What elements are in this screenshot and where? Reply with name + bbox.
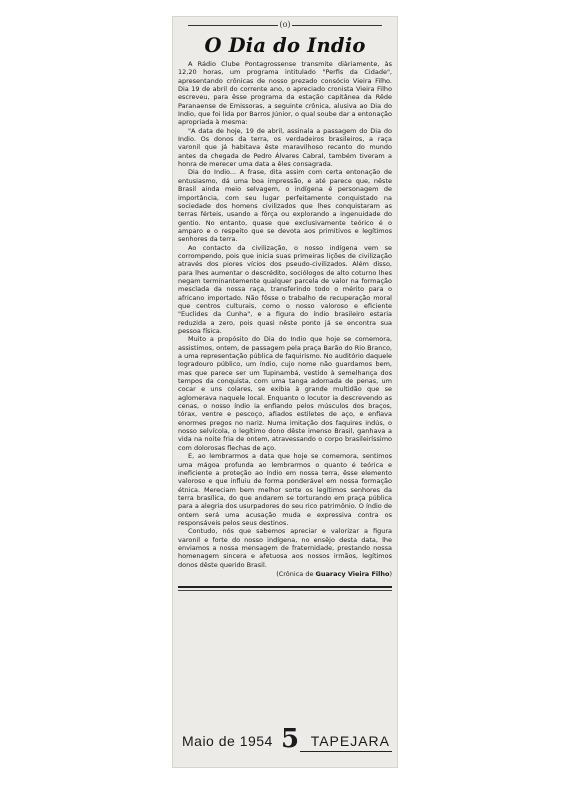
footer-divider-thin [178, 590, 392, 591]
credit-prefix: (Crônica de [276, 569, 316, 578]
article-body [178, 60, 392, 569]
article-paragraph: Ao contacto da civilização, o nosso indígena vem se corrompendo, pois que inicia suas primeiras lições de civilização através dos piores vícios dos pseudo-civilizados. Além disso, para lhes aumentar o descrédito, sociólogos de alto coturno lhes negam terminantemente qualquer parcela de valor na formação mesclada da nossa raça, transferindo todo o mérito para o africano importado. Não fôsse o trabalho de recuperação moral que centros culturais, como o nosso valoroso e eficiente "Euclides da Cunha", e a figura do índio brasileiro estaria reduzida a zero, pois quasi nêste ponto já se encontra sua pessoa física. [178, 243, 392, 335]
article-paragraph: E, ao lembrarmos a data que hoje se comemora, sentimos uma mágoa profunda ao lembrarmos o quanto é teórica e ineficiente a proteção ao índio em nossa terra, êsse elemento valoroso e que influiu de forma ponderável em nossa formação étnica. Mereciam bem melhor sorte os legítimos senhores da terra brasílica, do que andarem se torturando em praça pública para a alegria dos usurpadores do seu rico patrimônio. O índio de ontem será uma acusação muda e expressiva contra os responsáveis pelos seus destinos. [178, 452, 392, 527]
article-paragraph: "A data de hoje, 19 de abril, assinala a passagem do Dia do Indio. Os donos da terra, os verdadeiros brasileiros, a raça varonil que já habitava êste maravilhoso recanto do mundo antes da chegada de Pedro Álvares Cabral, também tiveram a honra de merecer uma data a êles consagrada. [178, 126, 392, 169]
issue-date: Maio de 1954 [182, 733, 273, 749]
page-number: 5 [281, 724, 300, 754]
footer-divider-thick [178, 586, 392, 588]
newspaper-page [172, 16, 398, 768]
credit-suffix: ) [389, 569, 392, 578]
credit-author: Guaracy Vieira Filho [315, 569, 390, 578]
top-ornament [178, 18, 392, 32]
magazine-name: TAPEJARA [310, 733, 390, 749]
magazine-underline [300, 751, 392, 752]
ornament-mark: (o) [279, 20, 291, 29]
article-paragraph: Dia do Indio... A frase, dita assim com certa entonação de entusiasmo, dá uma boa impressão, e até parece que, nêste Brasil ainda meio selvagem, o indígena é personagem de importância, com seu lugar perfeitamente conquistado na sociedade dos homens civilizados que lhes conquistaram as terras férteis, usando a fôrça ou explorando a ingenuidade do gentio. No entanto, quase que exclusivamente teórico é o amparo e o respeito que se devota aos primitivos e legítimos senhores da terra. [178, 168, 392, 244]
ornament-line-right [292, 25, 382, 26]
page-footer [178, 723, 392, 753]
article-headline: O Dia do Indio [204, 34, 366, 57]
article-paragraph: Muito a propósito do Dia do Indio que hoje se comemora, assistimos, ontem, de passagem pela praça Barão do Rio Branco, a uma representação pública de faquirismo. No auditório daquele logradouro público, um índio, cujo nome não guardamos bem, mas que parece ser um Tupinambá, vestido à semelhança dos tempos da conquista, com uma tanga adornada de penas, um cocar e uns colares, se exibia à grande multidão que se aglomerava naquele local. Enquanto o locutor ia descrevendo as cenas, o nosso índio ia enfiando pelos músculos dos braços, tórax, ventre e pescoço, afiados estiletes de aço, e enfiava enormes pregos no nariz. Numa imitação dos faquires indús, o nosso selvícola, o legítimo dono dêste imenso Brasil, ganhava a vida na noite fria de ontem, atravessando o corpo brasileiríssimo com dolorosas flechas de aço. [178, 335, 392, 452]
ornament-line-left [188, 25, 278, 26]
article-credit [178, 570, 392, 579]
article-paragraph: A Rádio Clube Pontagrossense transmite diàriamente, às 12,20 horas, um programa intitulado "Perfis da Cidade", apresentando crônicas de nosso prezado consócio Vieira Filho. Dia 19 de abril do corrente ano, o apreciado cronista Vieira Filho escreveu, para êsse programa da estação capitânea da Rêde Paranaense de Emissoras, a seguinte crônica, alusiva ao Dia do Indio, que foi lida por Barros Júnior, o qual soube dar a entonação apropriada à mesma: [178, 60, 392, 127]
article-paragraph: Contudo, nós que sabemos apreciar e valorizar a figura varonil e forte do nosso indígena, no ensêjo desta data, lhe enviamos a nossa mensagem de fraternidade, prestando nossa homenagem sincera e afetuosa aos nossos irmãos, legítimos donos dêste querido Brasil. [178, 527, 392, 569]
